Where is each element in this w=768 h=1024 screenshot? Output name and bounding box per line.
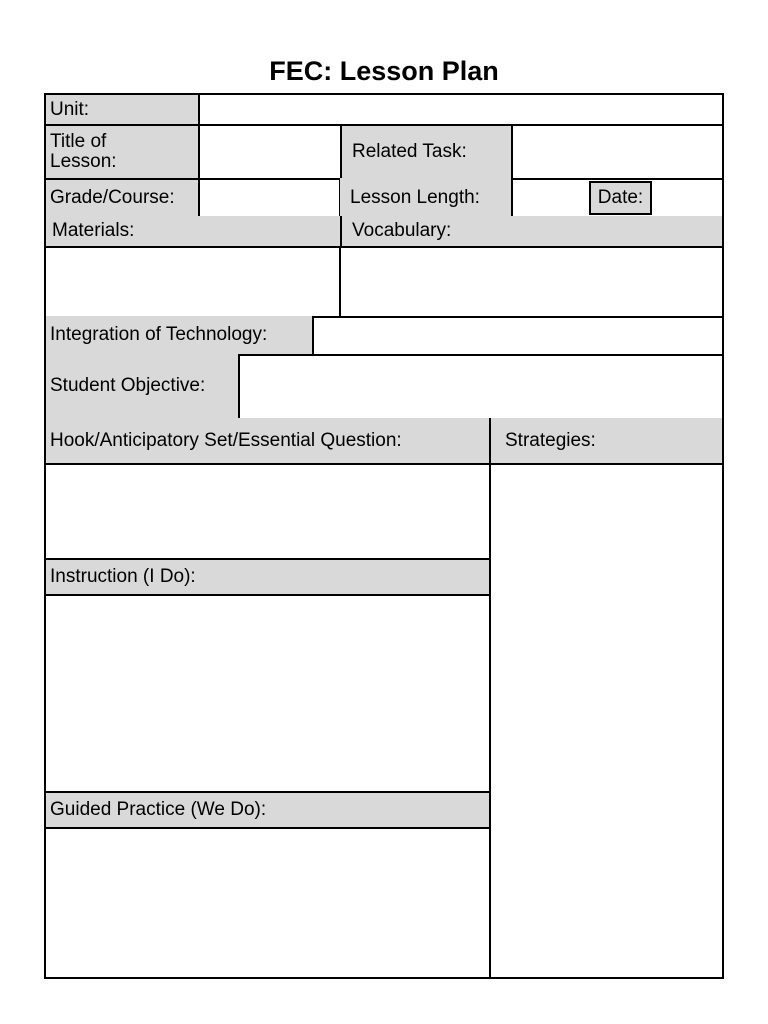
title-of-lesson-field[interactable] (200, 126, 340, 178)
strategies-label: Strategies: (489, 418, 724, 465)
student-objective-label: Student Objective: (44, 354, 240, 420)
date-label: Date: (589, 181, 652, 215)
hook-field[interactable] (46, 465, 489, 558)
grade-course-field[interactable] (200, 180, 340, 216)
related-task-label: Related Task: (340, 124, 513, 180)
lesson-length-label: Lesson Length: (340, 178, 513, 218)
instruction-field[interactable] (46, 596, 489, 791)
student-objective-field[interactable] (240, 356, 722, 418)
title-of-lesson-label-line2: Lesson: (50, 151, 117, 172)
grade-course-label: Grade/Course: (44, 178, 200, 218)
instruction-label: Instruction (I Do): (44, 558, 491, 596)
related-task-field[interactable] (513, 126, 722, 178)
page-title: FEC: Lesson Plan (269, 56, 499, 86)
date-field[interactable] (652, 180, 722, 216)
unit-field[interactable] (200, 95, 722, 125)
unit-label: Unit: (44, 93, 200, 126)
integration-of-technology-label: Integration of Technology: (44, 316, 314, 356)
integration-of-technology-field[interactable] (314, 318, 722, 354)
vocabulary-label: Vocabulary: (340, 216, 724, 248)
guided-practice-label: Guided Practice (We Do): (44, 791, 491, 829)
guided-practice-field[interactable] (46, 829, 489, 977)
strategies-field[interactable] (491, 465, 722, 977)
hook-label: Hook/Anticipatory Set/Essential Question: (44, 418, 491, 465)
materials-field[interactable] (46, 248, 339, 316)
vocabulary-field[interactable] (341, 248, 722, 316)
lesson-length-field[interactable] (513, 180, 589, 216)
title-of-lesson-label (44, 124, 200, 180)
materials-label: Materials: (44, 216, 342, 248)
title-of-lesson-label-line1: Title of (50, 131, 107, 153)
